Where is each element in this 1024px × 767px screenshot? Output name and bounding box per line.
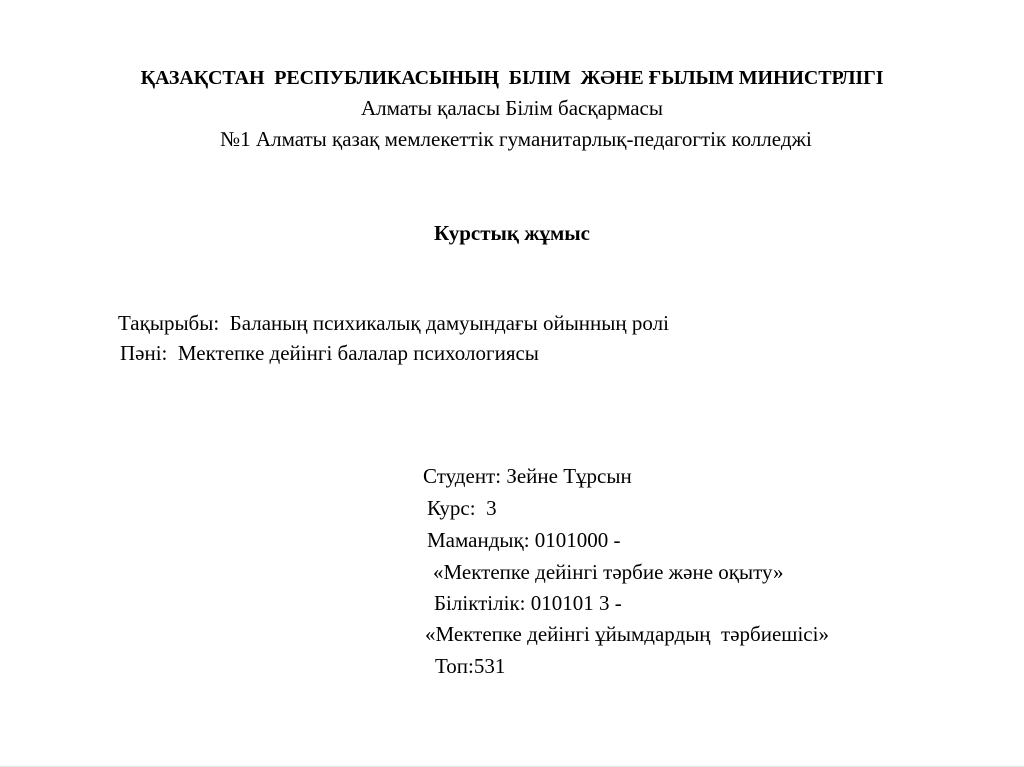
student-name: Студент: Зейне Тұрсын (423, 464, 632, 488)
college-heading: №1 Алматы қазақ мемлекеттік гуманитарлық-педагогтік колледжі (220, 127, 812, 151)
qualification-code: Біліктілік: 010101 3 - (434, 591, 622, 615)
ministry-heading: ҚАЗАҚСТАН РЕСПУБЛИКАСЫНЫҢ БІЛІМ ЖӘНЕ ҒЫЛЫМ МИНИСТРЛІГІ (140, 67, 884, 89)
course-number: Курс: 3 (427, 496, 497, 520)
group-number: Топ:531 (435, 654, 506, 678)
specialty-code: Мамандық: 0101000 - (427, 528, 621, 552)
topic-text: Тақырыбы: Баланың психикалық дамуындағы ойынның ролі (118, 311, 669, 335)
page-title: Курстық жұмыс (433, 221, 590, 245)
qualification-name: «Мектепке дейінгі ұйымдардың тәрбиешісі» (425, 622, 829, 646)
specialty-name: «Мектепке дейінгі тәрбие және оқыту» (433, 560, 784, 584)
department-heading: Алматы қаласы Білім басқармасы (361, 96, 663, 120)
subject-text: Пәні: Мектепке дейінгі балалар психологиясы (120, 341, 539, 365)
